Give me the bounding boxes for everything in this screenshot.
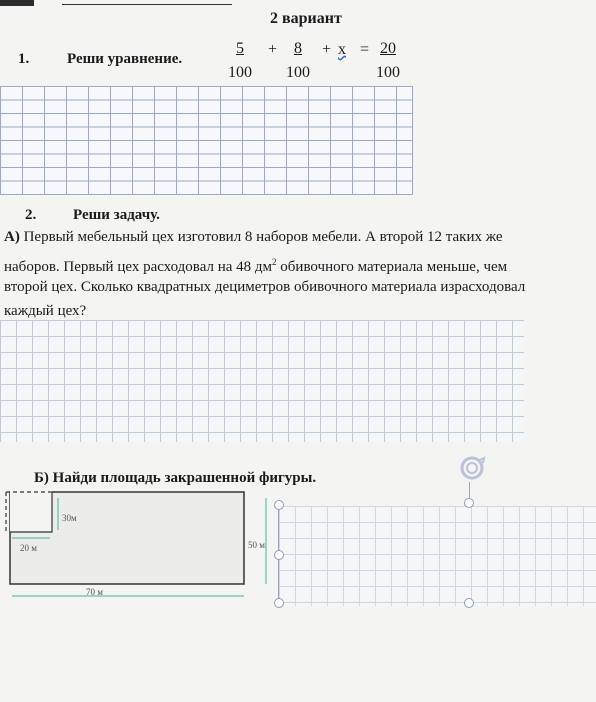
fraction-1 xyxy=(225,40,255,82)
cutout-rectangle xyxy=(10,492,52,532)
problem-a-text1: Первый мебельный цех изготовил 8 наборов мебели. А второй 12 таких же xyxy=(23,229,503,245)
problem-a-line1 xyxy=(4,228,503,246)
rotate-connector xyxy=(469,482,470,498)
part-a-label: А) xyxy=(4,229,20,245)
problem-b-text: Найди площадь закрашенной фигуры. xyxy=(52,470,317,486)
fraction-2-numerator: 8 xyxy=(294,40,302,57)
problem-a-line2 xyxy=(4,253,507,276)
fraction-result-numerator: 20 xyxy=(380,40,396,57)
problem-a-text2b: обивочного материала меньше, чем xyxy=(276,259,508,275)
resize-handle-bottom[interactable] xyxy=(464,598,474,608)
variant-heading: 2 вариант xyxy=(270,10,342,27)
answer-grid-task1[interactable] xyxy=(0,86,413,195)
task1-title: Реши уравнение. xyxy=(67,51,183,67)
problem-a-line3: второй цех. Сколько квадратных дециметров обивочного материала израсходовал xyxy=(4,279,526,295)
resize-handle-top[interactable] xyxy=(464,498,474,508)
cropped-text-fragment xyxy=(0,0,34,6)
fraction-2 xyxy=(283,40,313,82)
fraction-result xyxy=(373,40,403,82)
label-outer-width: 70 м xyxy=(86,587,103,597)
fraction-1-denominator: 100 xyxy=(228,64,252,81)
task2-title: Реши задачу. xyxy=(73,207,160,223)
shaded-figure xyxy=(0,484,280,604)
fraction-2-denominator: 100 xyxy=(286,64,310,81)
problem-a-text2a: наборов. Первый цех расходовал на 48 дм xyxy=(4,259,273,275)
plus-sign-2: + xyxy=(322,41,332,58)
answer-grid-task2b[interactable] xyxy=(278,506,596,606)
fraction-1-numerator: 5 xyxy=(236,40,244,57)
superscript-two: 2 xyxy=(272,257,277,267)
unknown-x: x xyxy=(338,41,346,58)
label-inner-height: 30м xyxy=(62,513,77,523)
equals-sign: = xyxy=(360,41,370,58)
task2-number: 2. xyxy=(25,207,37,223)
problem-a-line4: каждый цех? xyxy=(4,303,87,319)
top-rule xyxy=(0,0,596,10)
label-inner-width: 20 м xyxy=(20,543,37,553)
part-b-label: Б) xyxy=(34,470,49,486)
plus-sign-1: + xyxy=(268,41,278,58)
rotate-handle-icon[interactable] xyxy=(458,454,486,482)
label-outer-height: 50 м xyxy=(248,540,265,550)
fraction-result-denominator: 100 xyxy=(376,64,400,81)
answer-grid-task2a[interactable] xyxy=(0,320,524,442)
name-line xyxy=(62,4,232,5)
task1-number: 1. xyxy=(18,51,30,67)
